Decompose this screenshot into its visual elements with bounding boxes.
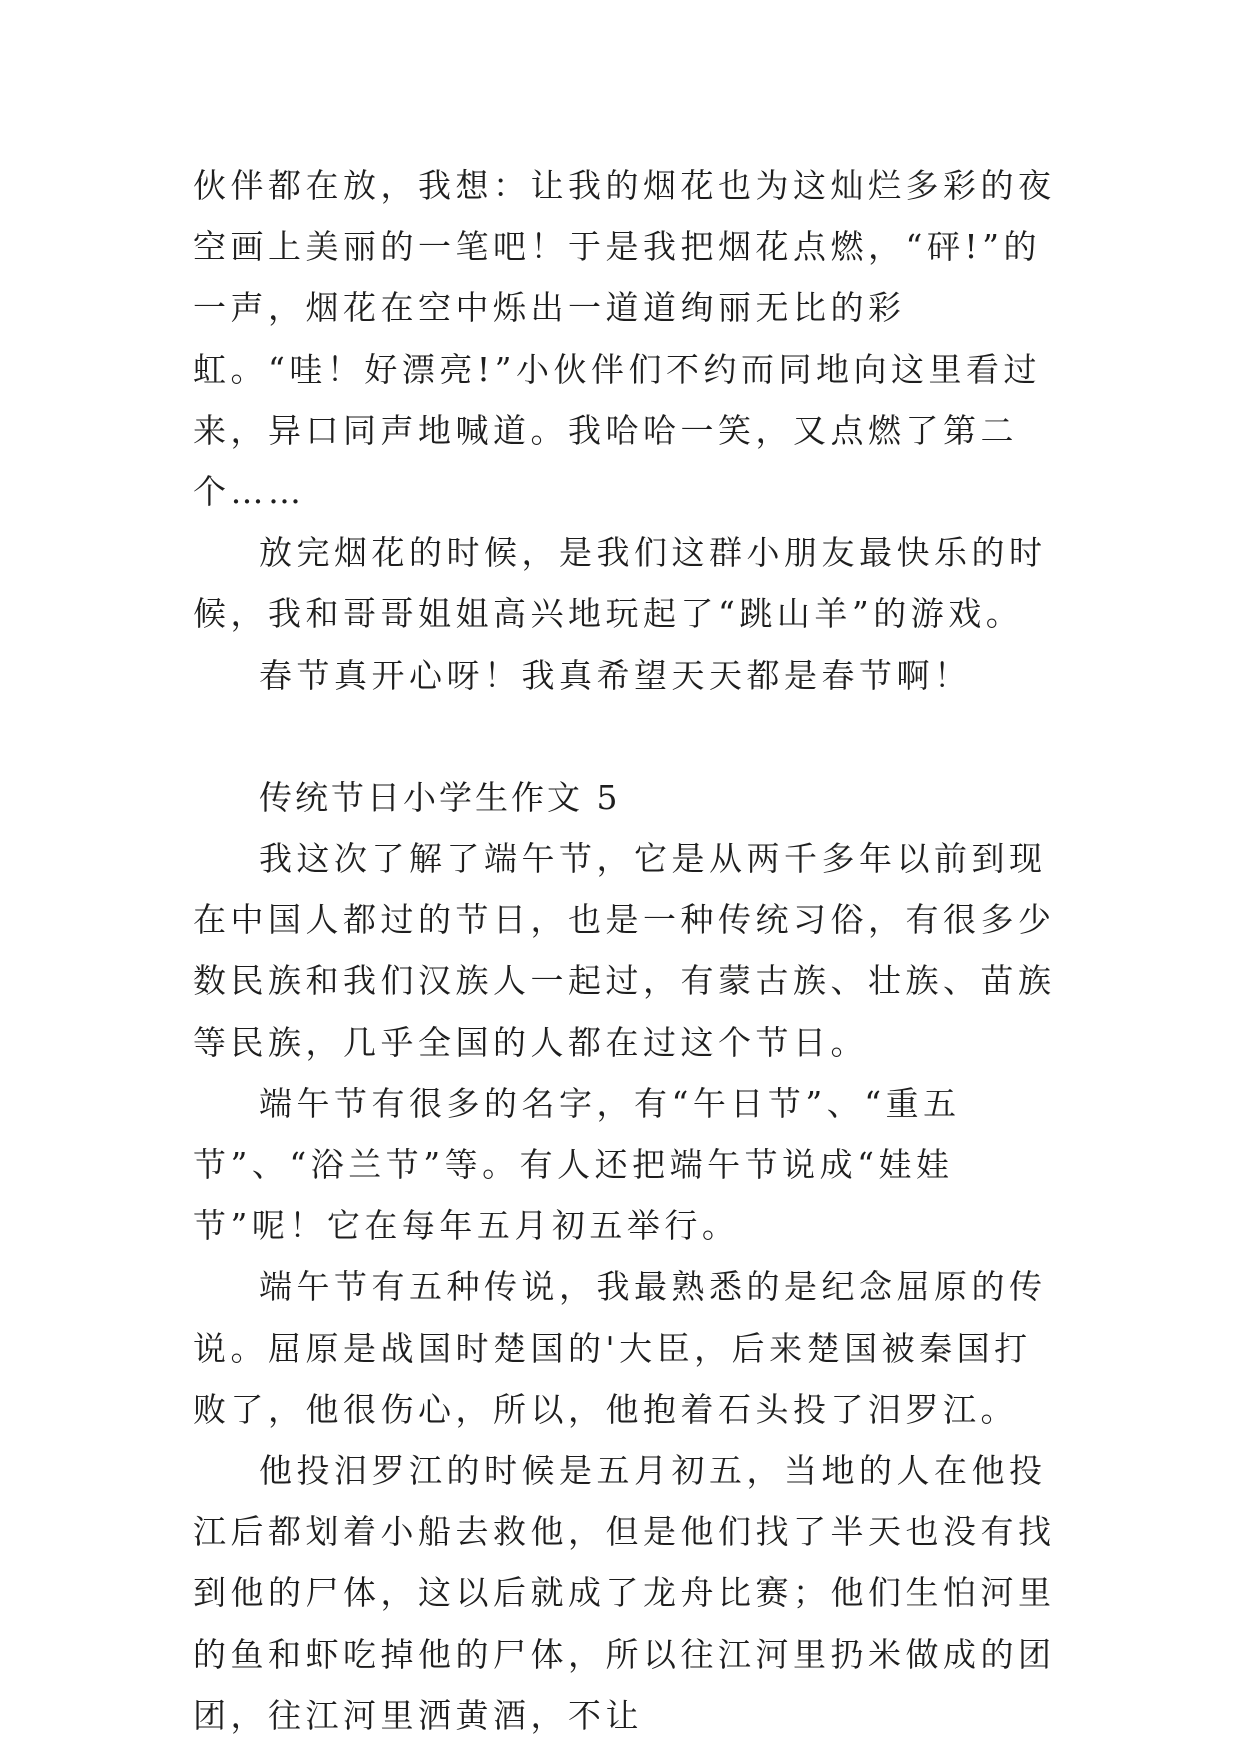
essay-title: 传统节日小学生作文 5 bbox=[259, 777, 621, 817]
paragraph: 放完烟花的时候，是我们这群小朋友最快乐的时候，我和哥哥姐姐高兴地玩起了“跳山羊”的游戏。 bbox=[193, 533, 1047, 634]
paragraph: 他投汨罗江的时候是五月初五，当地的人在他投江后都划着小船去救他，但是他们找了半天也没有找到他的尸体，这以后就成了龙舟比赛；他们生怕河里的鱼和虾吃掉他的尸体，所以往江河里扔米做成的团团，往江河里洒黄酒，不让 bbox=[193, 1451, 1056, 1735]
document-body bbox=[193, 155, 1068, 1746]
paragraph-continued: 伙伴都在放，我想：让我的烟花也为这灿烂多彩的夜空画上美丽的一笔吧！于是我把烟花点燃，“砰!”的一声，烟花在空中烁出一道道绚丽无比的彩虹。“哇！好漂亮!”小伙伴们不约而同地向这里看过来，异口同声地喊道。我哈哈一笑，又点燃了第二个…… bbox=[193, 166, 1056, 512]
paragraph: 端午节有五种传说，我最熟悉的是纪念屈原的传说。屈原是战国时楚国的'大臣，后来楚国被秦国打败了，他很伤心，所以，他抱着石头投了汨罗江。 bbox=[193, 1267, 1047, 1429]
paragraph: 春节真开心呀！我真希望天天都是春节啊！ bbox=[259, 655, 972, 695]
paragraph: 我这次了解了端午节，它是从两千多年以前到现在中国人都过的节日，也是一种传统习俗，有很多少数民族和我们汉族人一起过，有蒙古族、壮族、苗族等民族，几乎全国的人都在过这个节日。 bbox=[193, 839, 1056, 1062]
paragraph: 端午节有很多的名字，有“午日节”、“重五节”、“浴兰节”等。有人还把端午节说成“娃娃节”呢！它在每年五月初五举行。 bbox=[193, 1083, 961, 1246]
